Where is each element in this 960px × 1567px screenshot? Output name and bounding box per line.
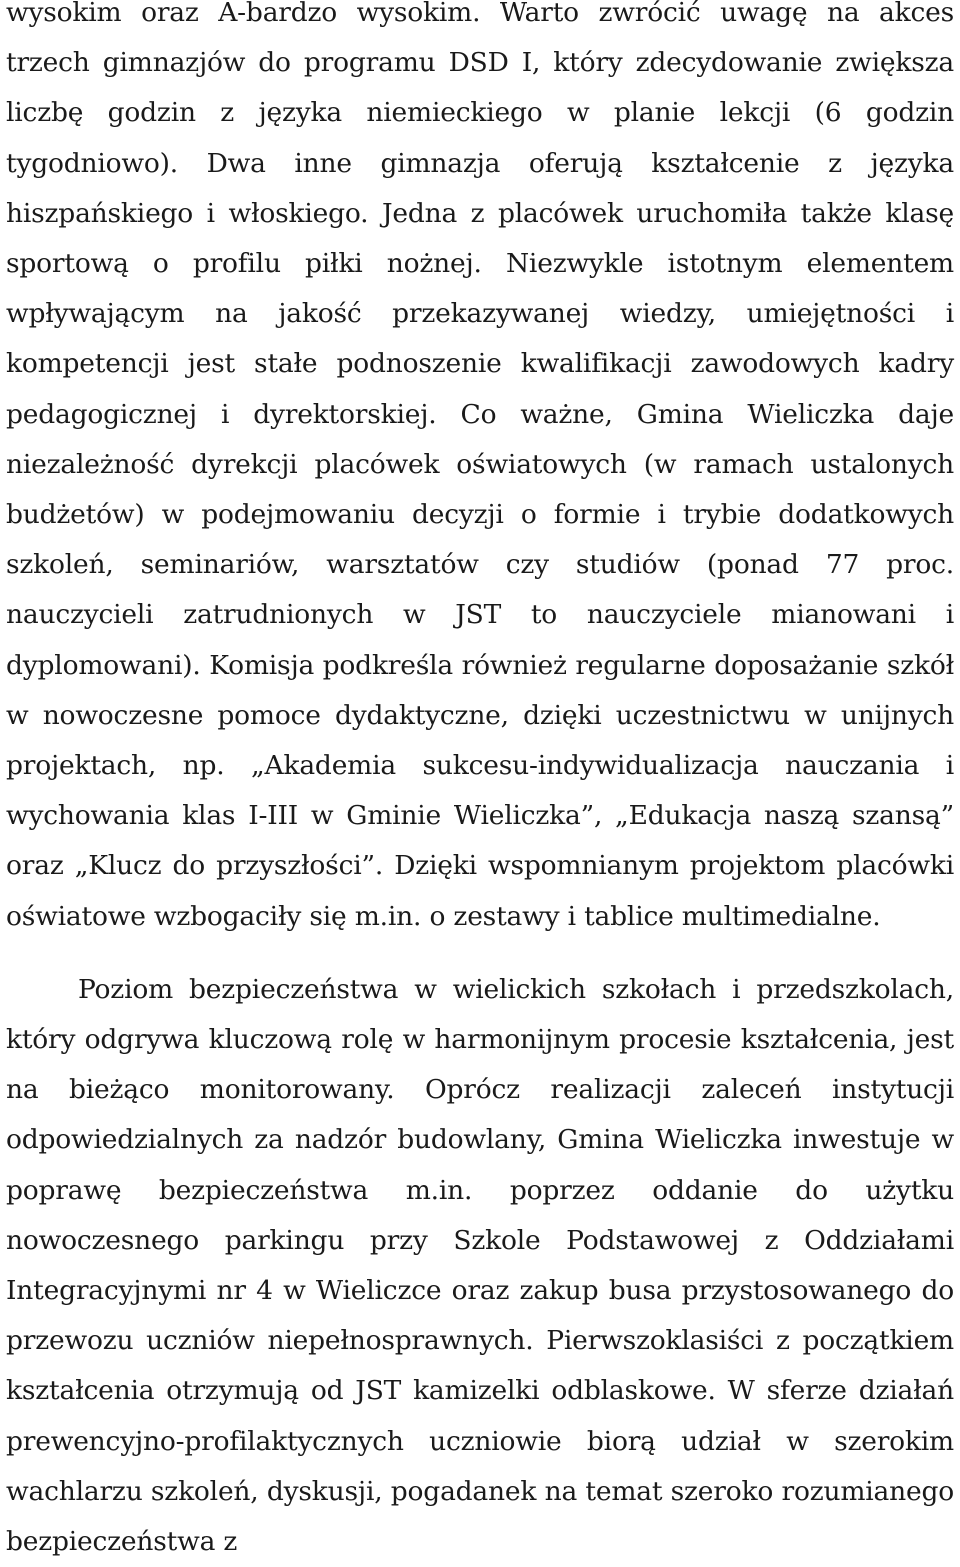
paragraph-safety: Poziom bezpieczeństwa w wielickich szkołach i przedszkolach, który odgrywa kluczową rolę w harmonijnym procesie kształcenia, jest na bieżąco monitorowany. Oprócz realizacji zaleceń instytucji odpowiedzialnych za nadzór budowlany, Gmina Wieliczka inwestuje w poprawę bezpieczeństwa m.in. poprzez oddanie do użytku nowoczesnego parkingu przy Szkole Podstawowej z Oddziałami Integracyjnymi nr 4 w Wieliczce oraz zakup busa przystosowanego do przewozu uczniów niepełnosprawnych. Pierwszoklasiści z początkiem kształcenia otrzymują od JST kamizelki odblaskowe. W sferze działań prewencyjno-profilaktycznych uczniowie biorą udział w szerokim wachlarzu szkoleń, dyskusji, pogadanek na temat szeroko rozumianego bezpieczeństwa z <box>6 973 954 1558</box>
paragraph-education: wysokim oraz A-bardzo wysokim. Warto zwrócić uwagę na akces trzech gimnazjów do programu DSD I, który zdecydowanie zwiększa liczbę godzin z języka niemieckiego w planie lekcji (6 godzin tygodniowo). Dwa inne gimnazja oferują kształcenie z języka hiszpańskiego i włoskiego. Jedna z placówek uruchomiła także klasę sportową o profilu piłki nożnej. Niezwykle istotnym elementem wpływającym na jakość przekazywanej wiedzy, umiejętności i kompetencji jest stałe podnoszenie kwalifikacji zawodowych kadry pedagogicznej i dyrektorskiej. Co ważne, Gmina Wieliczka daje niezależność dyrekcji placówek oświatowych (w ramach ustalonych budżetów) w podejmowaniu decyzji o formie i trybie dodatkowych szkoleń, seminariów, warsztatów czy studiów (ponad 77 proc. nauczycieli zatrudnionych w JST to nauczyciele mianowani i dyplomowani). Komisja podkreśla również regularne doposażanie szkół w nowoczesne pomoce dydaktyczne, dzięki uczestnictwu w unijnych projektach, np. „Akademia sukcesu-indywidualizacja nauczania i wychowania klas I-III w Gminie Wieliczka”, „Edukacja naszą szansą” oraz „Klucz do przyszłości”. Dzięki wspomnianym projektom placówki oświatowe wzbogaciły się m.in. o zestawy i tablice multimedialne. <box>6 0 954 932</box>
